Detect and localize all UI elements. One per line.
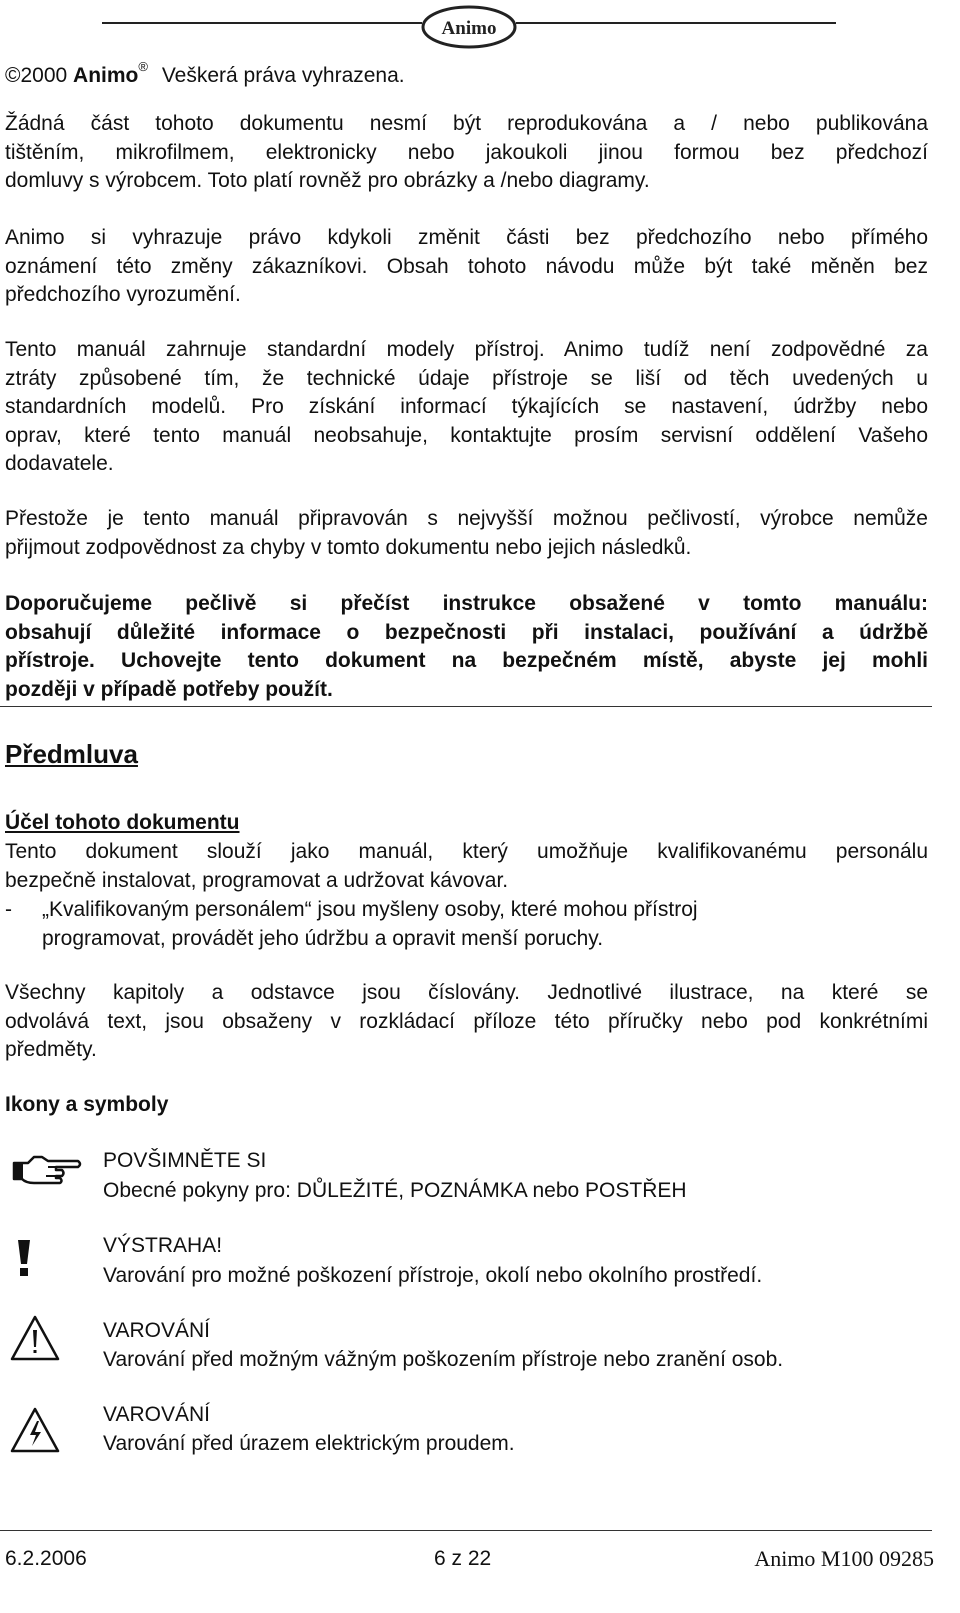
preface-heading: Předmluva: [5, 739, 138, 769]
footer-page-number: 6 z 22: [434, 1547, 492, 1570]
text-line: tištěním, mikrofilmem, elektronicky nebo jakoukoli jinou formou bez předchozí: [5, 140, 928, 164]
text-line: předchozího vyrozumění.: [5, 283, 241, 306]
paragraph-reproduction: [5, 110, 928, 196]
symbol-title: VAROVÁNÍ: [103, 1403, 210, 1426]
text-line: domluvy s výrobcem. Toto platí rovněž pro obrázky a /nebo diagramy.: [5, 169, 650, 192]
copyright-year: 2000: [20, 64, 68, 87]
symbol-description: Varování před úrazem elektrickým proudem.: [103, 1432, 515, 1455]
paragraph-changes: [5, 224, 928, 310]
bullet-line: „Kvalifikovaným personálem“ jsou myšleny osoby, které mohou přístroj: [42, 898, 698, 921]
text-line: Tento dokument slouží jako manuál, který umožňuje kvalifikovanému personálu: [5, 840, 928, 863]
paragraph-liability: [5, 505, 928, 562]
text-line: Tento manuál zahrnuje standardní modely přístroj. Animo tudíž není zodpovědné za: [5, 338, 928, 361]
pointing-hand-icon: [12, 1151, 82, 1192]
symbol-title: POVŠIMNĚTE SI: [103, 1149, 267, 1172]
text-line: později v případě potřeby použít.: [5, 677, 333, 701]
text-line: Přestože je tento manuál připravován s nejvyšší možnou pečlivostí, výrobce nemůže: [5, 507, 928, 530]
text-line: bezpečně instalovat, programovat a udržovat kávovar.: [5, 868, 509, 892]
bullet-dash: -: [5, 898, 12, 921]
symbol-description: Varování před možným vážným poškozením přístroje nebo zranění osob.: [103, 1348, 784, 1371]
registered-mark: ®: [138, 59, 148, 74]
text-line: dodavatele.: [5, 452, 114, 475]
text-line: standardních modelů. Pro získání informací týkajících se nastavení, údržby nebo: [5, 395, 928, 418]
chapters-paragraph: [5, 979, 928, 1065]
text-line: obsahují důležité informace o bezpečnosti při instalaci, používání a údržbě: [5, 620, 928, 644]
header-rule-left: [102, 22, 422, 24]
footer-rule: [0, 1530, 932, 1531]
section-divider: [0, 706, 932, 707]
warning-triangle-icon: [9, 1314, 61, 1367]
symbol-title: VAROVÁNÍ: [103, 1319, 210, 1342]
copyright-brand: Animo: [73, 64, 139, 87]
text-line: Animo si vyhrazuje právo kdykoli změnit části bez předchozího nebo přímého: [5, 226, 928, 249]
copyright-rights: Veškerá práva vyhrazena.: [161, 64, 405, 87]
text-line: ztráty způsobené tím, že technické údaje přístroje se liší od těch uvedených u: [5, 366, 928, 390]
text-line: Žádná část tohoto dokumentu nesmí být reprodukována a / nebo publikována: [5, 112, 928, 135]
symbol-title: VÝSTRAHA!: [103, 1234, 223, 1257]
animo-logo: [420, 5, 518, 49]
logo-text: Animo: [441, 18, 497, 39]
paragraph-standard-models: [5, 336, 928, 479]
exclamation-icon: [14, 1238, 34, 1283]
text-line: přijmout zodpovědnost za chyby v tomto dokumentu nebo jejich následků.: [5, 535, 692, 559]
text-line: oprav, které tento manuál neobsahuje, kontaktujte prosím servisní oddělení Vašeho: [5, 423, 928, 447]
text-line: předměty.: [5, 1038, 97, 1061]
footer-date: 6.2.2006: [5, 1547, 87, 1570]
header-rule-right: [516, 22, 836, 24]
symbol-description: Obecné pokyny pro: DŮLEŽITÉ, POZNÁMKA nebo POSTŘEH: [103, 1179, 687, 1202]
text-line: přístroje. Uchovejte tento dokument na bezpečném místě, abyste jej mohli: [5, 649, 928, 672]
symbols-heading: Ikony a symboly: [5, 1093, 169, 1116]
text-line: oznámení této změny zákazníkovi. Obsah tohoto návodu může být také měněn bez: [5, 254, 928, 278]
footer-model: Animo M100 09285: [754, 1546, 934, 1571]
text-line: Doporučujeme pečlivě si přečíst instrukce obsažené v tomto manuálu:: [5, 592, 928, 615]
copyright-symbol: ©: [5, 64, 21, 87]
purpose-paragraph: [5, 838, 928, 895]
paragraph-recommendation: [5, 590, 928, 704]
copyright-line: [5, 56, 405, 90]
electric-hazard-icon: [9, 1406, 61, 1459]
symbol-description: Varování pro možné poškození přístroje, okolí nebo okolního prostředí.: [103, 1264, 763, 1287]
bullet-line: programovat, provádět jeho údržbu a opravit menší poruchy.: [42, 927, 604, 950]
purpose-heading: Účel tohoto dokumentu: [5, 811, 240, 834]
text-line: odvolává text, jsou obsaženy v rozkládací příloze této příručky nebo pod konkrétními: [5, 1009, 928, 1033]
text-line: Všechny kapitoly a odstavce jsou číslovány. Jednotlivé ilustrace, na které se: [5, 981, 928, 1004]
